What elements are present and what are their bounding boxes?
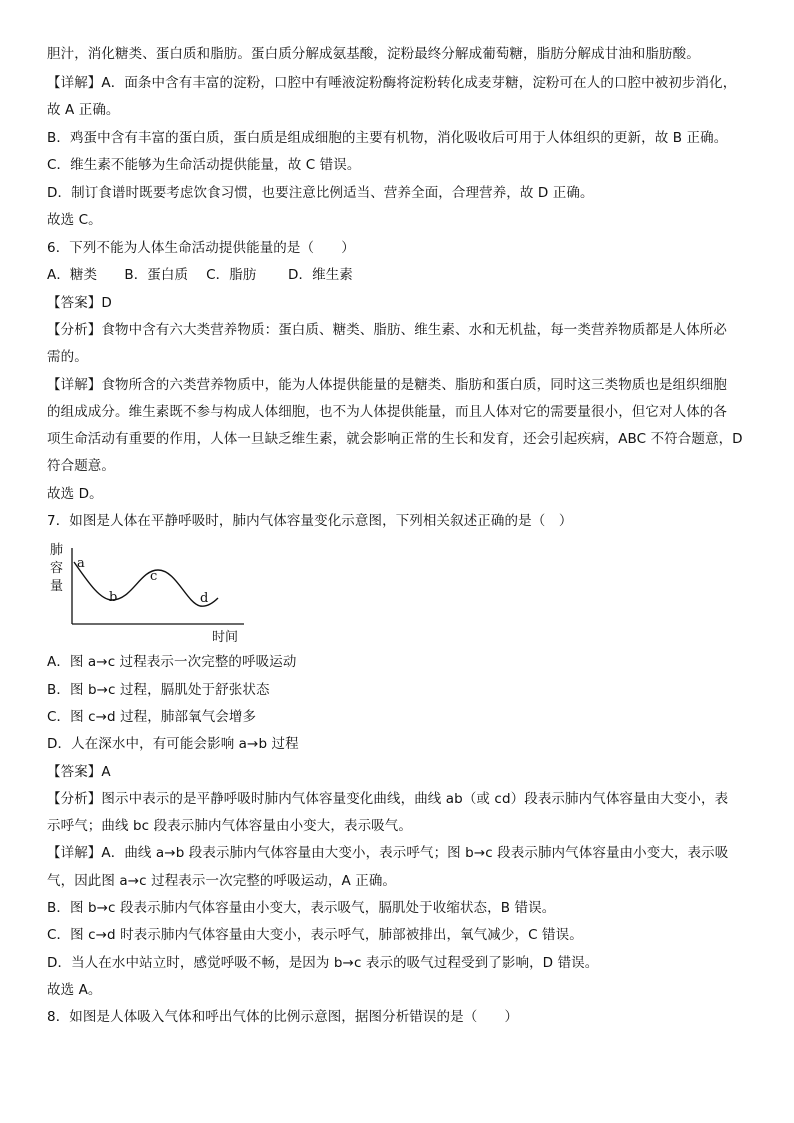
option-a: A．图 a→c 过程表示一次完整的呼吸运动 bbox=[47, 654, 297, 670]
y-axis-label-char: 容 bbox=[50, 561, 64, 576]
point-label-d: d bbox=[200, 591, 209, 606]
lung-volume-figure bbox=[40, 538, 250, 646]
text-line: 示呼气；曲线 bc 段表示肺内气体容量由小变大，表示吸气。 bbox=[47, 818, 412, 834]
text-line: 符合题意。 bbox=[47, 458, 115, 474]
option-b: B．图 b→c 过程，膈肌处于舒张状态 bbox=[47, 682, 270, 698]
text-line: D．制订食谱时既要考虑饮食习惯，也要注意比例适当、营养全面，合理营养，故 D 正确。 bbox=[47, 185, 594, 201]
point-label-c: c bbox=[150, 569, 158, 584]
y-axis-label-char: 量 bbox=[50, 579, 64, 594]
text-line: 气，因此图 a→c 过程表示一次完整的呼吸运动，A 正确。 bbox=[47, 873, 397, 889]
option-c: C．图 c→d 过程，肺部氧气会增多 bbox=[47, 709, 257, 725]
text-line: C．维生素不能够为生命活动提供能量，故 C 错误。 bbox=[47, 157, 361, 173]
text-line: 项生命活动有重要的作用，人体一旦缺乏维生素，就会影响正常的生长和发育，还会引起疾病，ABC 不符合题意，D bbox=[47, 431, 743, 447]
text-line: 【详解】A．面条中含有丰富的淀粉，口腔中有唾液淀粉酶将淀粉转化成麦芽糖，淀粉可在人的口腔中被初步消化， bbox=[47, 75, 737, 91]
question-6-stem: 6．下列不能为人体生命活动提供能量的是（ ） bbox=[47, 240, 355, 256]
question-8-stem: 8．如图是人体吸入气体和呼出气体的比例示意图，据图分析错误的是（ ） bbox=[47, 1009, 519, 1025]
text-line: 【分析】食物中含有六大类营养物质：蛋白质、糖类、脂肪、维生素、水和无机盐，每一类营养物质都是人体所必 bbox=[47, 322, 727, 338]
text-line: 需的。 bbox=[47, 349, 88, 365]
text-line: C．图 c→d 时表示肺内气体容量由大变小，表示呼气，肺部被排出，氧气减少，C 错误。 bbox=[47, 927, 583, 943]
text-line: 胆汁，消化糖类、蛋白质和脂肪。蛋白质分解成氨基酸，淀粉最终分解成葡萄糖，脂肪分解成甘油和脂肪酸。 bbox=[47, 46, 700, 62]
text-line: 【详解】食物所含的六类营养物质中，能为人体提供能量的是糖类、脂肪和蛋白质，同时这三类物质也是组织细胞 bbox=[47, 377, 727, 393]
point-label-a: a bbox=[77, 556, 85, 571]
text-line: 【分析】图示中表示的是平静呼吸时肺内气体容量变化曲线，曲线 ab（或 cd）段表示肺内气体容量由大变小，表 bbox=[47, 791, 729, 807]
lung-volume-curve bbox=[74, 562, 218, 606]
point-label-b: b bbox=[109, 590, 118, 605]
text-line: 故 A 正确。 bbox=[47, 102, 120, 118]
text-line: 故选 A。 bbox=[47, 982, 102, 998]
text-line: 故选 C。 bbox=[47, 212, 102, 228]
text-line: 的组成成分。维生素既不参与构成人体细胞，也不为人体提供能量，而且人体对它的需要量很小，但它对人体的各 bbox=[47, 404, 727, 420]
y-axis-label bbox=[50, 542, 63, 594]
question-7-stem: 7．如图是人体在平静呼吸时，肺内气体容量变化示意图，下列相关叙述正确的是（ ） bbox=[47, 513, 573, 529]
option-d: D．人在深水中，有可能会影响 a→b 过程 bbox=[47, 736, 299, 752]
text-line: 故选 D。 bbox=[47, 486, 103, 502]
answer-line: 【答案】D bbox=[47, 295, 112, 311]
text-line: B．图 b→c 段表示肺内气体容量由小变大，表示吸气，膈肌处于收缩状态，B 错误。 bbox=[47, 900, 556, 916]
answer-line: 【答案】A bbox=[47, 764, 111, 780]
y-axis-label-char: 肺 bbox=[50, 543, 64, 558]
question-6-options: A．糖类 B．蛋白质 C．脂肪 D．维生素 bbox=[47, 267, 353, 283]
text-line: 【详解】A．曲线 a→b 段表示肺内气体容量由大变小，表示呼气；图 b→c 段表示肺内气体容量由小变大，表示吸 bbox=[47, 845, 729, 861]
x-axis-label: 时间 bbox=[212, 630, 239, 645]
text-line: B．鸡蛋中含有丰富的蛋白质，蛋白质是组成细胞的主要有机物，消化吸收后可用于人体组织的更新，故 B 正确。 bbox=[47, 130, 728, 146]
text-line: D．当人在水中站立时，感觉呼吸不畅，是因为 b→c 表示的吸气过程受到了影响，D 错误。 bbox=[47, 955, 599, 971]
